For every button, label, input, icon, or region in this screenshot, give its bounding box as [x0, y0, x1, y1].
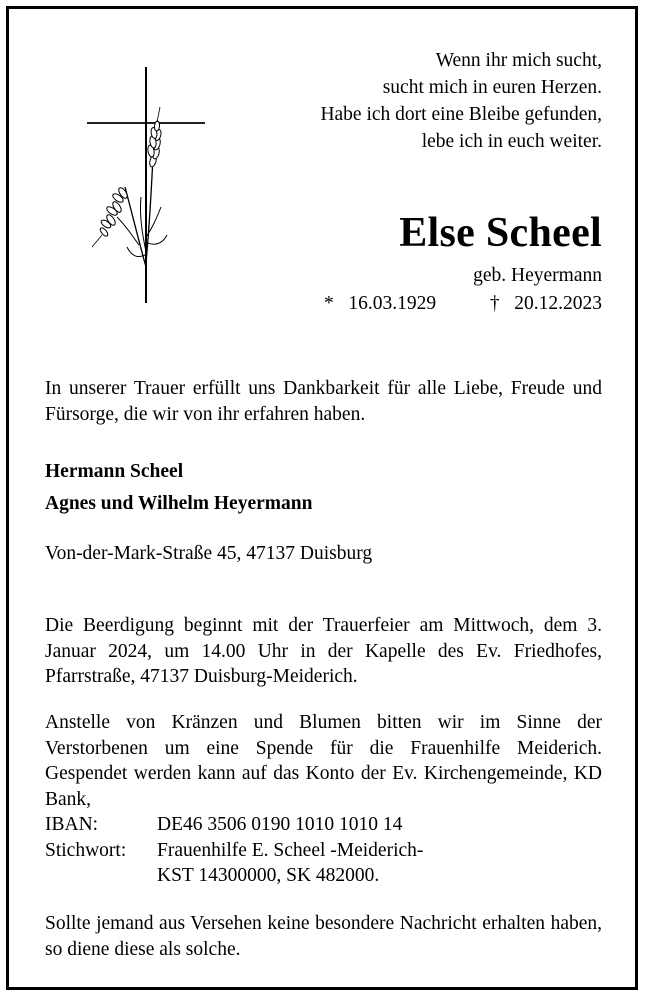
cross-with-wheat-icon — [87, 67, 205, 303]
birth-name: geb. Heyermann — [473, 265, 602, 286]
keyword-row — [45, 838, 602, 864]
obituary-card — [6, 6, 638, 990]
mourner-name: Hermann Scheel — [45, 461, 184, 482]
life-dates — [324, 293, 602, 315]
donation-text: Anstelle von Kränzen und Blumen bitten wir im Sinne der Verstorbenen um eine Spende für die Frauenhilfe Meiderich. Gespendet werden kann auf das Konto der Ev. Kirchengemeinde, KD Bank, — [45, 712, 602, 810]
poem-line: sucht mich in euren Herzen. — [382, 77, 602, 98]
birth-symbol: * — [324, 293, 334, 314]
keyword-row-2 — [45, 863, 602, 889]
thanks-text: In unserer Trauer erfüllt uns Dankbarkeit für alle Liebe, Freude und Fürsorge, die wir von ihr erfahren haben. — [45, 378, 602, 425]
death-date: 20.12.2023 — [514, 293, 602, 314]
poem-line: lebe ich in euch weiter. — [421, 131, 602, 152]
poem — [320, 47, 602, 155]
iban-value: DE46 3506 0190 1010 1010 14 — [157, 814, 403, 835]
deceased-name: Else Scheel — [399, 210, 602, 256]
mourner-name: Agnes und Wilhelm Heyermann — [45, 493, 313, 514]
funeral-text: Die Beerdigung beginnt mit der Trauerfeier am Mittwoch, dem 3. Januar 2024, um 14.00 Uhr in der Kapelle des Ev. Friedhofes, Pfarrstraße, 47137 Duisburg-Meiderich. — [45, 615, 602, 687]
keyword-label: Stichwort: — [45, 839, 127, 861]
poem-line: Habe ich dort eine Bleibe gefunden, — [320, 104, 602, 125]
closing-text: Sollte jemand aus Versehen keine besondere Nachricht erhalten haben, so diene diese als solche. — [45, 913, 602, 960]
keyword-value-2: KST 14300000, SK 482000. — [157, 865, 380, 886]
address: Von-der-Mark-Straße 45, 47137 Duisburg — [45, 543, 373, 564]
death-symbol: † — [489, 293, 500, 314]
iban-row — [45, 812, 602, 838]
iban-label: IBAN: — [45, 814, 99, 835]
mourners — [45, 456, 602, 520]
poem-line: Wenn ihr mich sucht, — [435, 50, 602, 71]
donation-section — [45, 710, 602, 889]
birth-date: 16.03.1929 — [348, 293, 437, 314]
keyword-value: Frauenhilfe E. Scheel -Meiderich- — [157, 839, 424, 861]
